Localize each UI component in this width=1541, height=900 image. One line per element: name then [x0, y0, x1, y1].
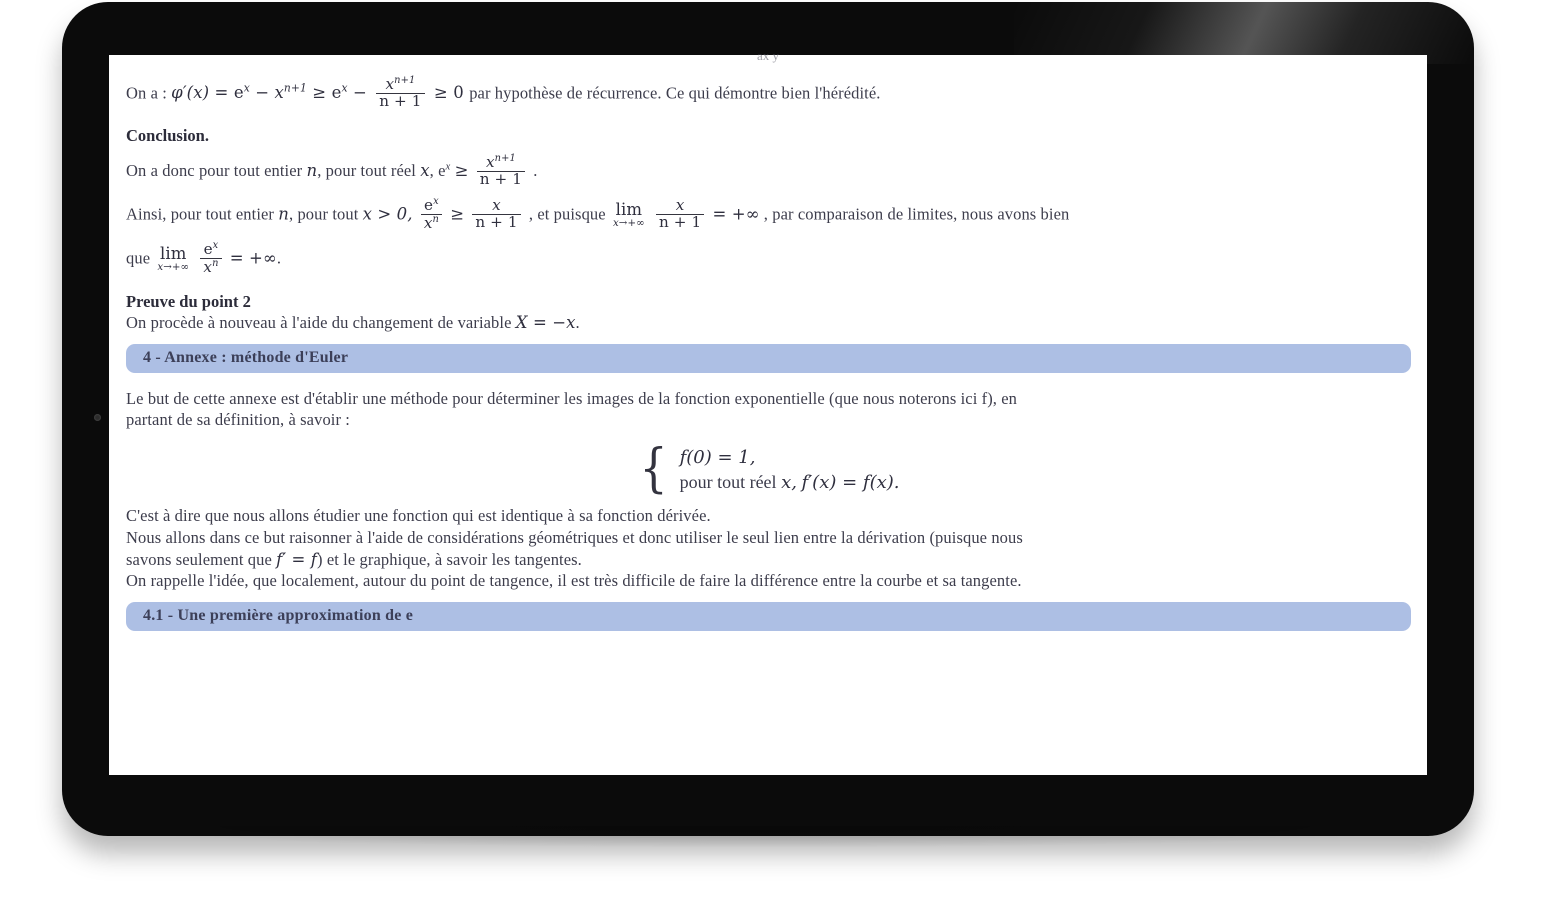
heredite-prefix: On a :	[126, 83, 167, 103]
annexe-body-line-3-math: f′ = f	[276, 549, 318, 569]
system-brace-group	[637, 439, 900, 500]
conclusion-2-t4: , et puisque	[528, 204, 606, 224]
conclusion-line-2	[126, 195, 1411, 233]
exp-e-2: e	[331, 83, 342, 103]
exp-e-power: x	[243, 81, 250, 95]
conclusion-3-frac-den-power: n	[212, 257, 219, 269]
spacer-after-section4	[126, 373, 1411, 388]
tablet-screen	[109, 48, 1427, 775]
conclusion-3-frac-den	[200, 258, 221, 276]
tablet-device-frame	[62, 2, 1474, 836]
conclusion-2-t5: , par comparaison de limites, nous avons bien	[763, 204, 1070, 224]
conclusion-1-fraction	[477, 154, 525, 188]
conclusion-2-fraction-1	[421, 197, 442, 232]
spacer-conclusion-2-3	[126, 233, 1411, 242]
fraction-numerator	[376, 76, 424, 93]
annexe-body-line-2: Nous allons dans ce but raisonner à l'aide de considérations géométriques et donc utiliser le seul lien entre la dérivation (puisque nous	[126, 527, 1023, 547]
system-line-2-x: x,	[781, 472, 797, 494]
conclusion-2-equals-infinity: = +∞	[712, 204, 760, 224]
exp-e: e	[233, 83, 244, 103]
conclusion-heading: Conclusion.	[126, 125, 209, 145]
conclusion-1-text-e: , e	[429, 160, 446, 180]
conclusion-2-t1: Ainsi, pour tout entier	[126, 204, 275, 224]
conclusion-3-limit-op: lim	[160, 244, 187, 263]
conclusion-3-end: .	[276, 248, 282, 268]
preuve-heading: Preuve du point 2	[126, 291, 251, 311]
conclusion-2-frac1-den-power: n	[432, 213, 439, 225]
heredite-paragraph	[126, 77, 1411, 111]
fraction-numerator-power: n+1	[394, 75, 416, 86]
conclusion-3-limit	[157, 246, 189, 273]
conclusion-2-frac1-den-base: x	[423, 213, 433, 232]
system-line-2-before: pour tout réel	[679, 472, 777, 493]
conclusion-2-n: n	[278, 204, 289, 224]
conclusion-1-num-power: n+1	[494, 152, 516, 164]
conclusion-1-n: n	[306, 160, 318, 180]
system-line-2	[680, 470, 900, 495]
conclusion-1-fraction-numerator	[477, 154, 525, 171]
conclusion-line-3	[126, 239, 1411, 277]
conclusion-3-frac-den-base: x	[203, 257, 213, 276]
zero-value: 0	[453, 83, 464, 103]
annexe-intro-line-2: partant de sa définition, à savoir :	[126, 410, 350, 430]
conclusion-3-frac-num	[200, 241, 221, 258]
conclusion-2-frac2-den: n + 1	[472, 214, 520, 231]
conclusion-3-frac-num-base: e	[203, 239, 213, 258]
conclusion-1-fraction-denominator: n + 1	[477, 171, 525, 188]
annexe-body-line-1: C'est à dire que nous allons étudier une fonction qui est identique à sa fonction dérivée.	[126, 506, 711, 526]
conclusion-2-geq: ≥	[450, 204, 465, 224]
heredite-formula	[171, 75, 469, 110]
conclusion-1-e-power: x	[445, 160, 451, 173]
conclusion-2-frac1-den	[421, 214, 442, 232]
conclusion-2-frac1-num	[421, 197, 442, 214]
geq-sign-2: ≥	[433, 83, 448, 103]
conclusion-1-end: .	[533, 160, 538, 180]
conclusion-1-text-mid: , pour tout réel	[317, 160, 416, 180]
conclusion-3-equals-infinity: = +∞	[229, 248, 277, 268]
conclusion-2-fraction-3	[656, 195, 704, 231]
geq-sign-1: ≥	[312, 83, 327, 103]
conclusion-3-fraction	[200, 241, 221, 276]
minus-sign-2: −	[352, 83, 367, 103]
conclusion-1-num-base: x	[485, 153, 495, 171]
conclusion-3-frac-num-power: x	[212, 239, 219, 251]
spacer-after-conclusion-heading	[126, 146, 1411, 155]
spacer-conclusion-1-2	[126, 189, 1411, 198]
clipped-header-text: ax y	[756, 48, 780, 63]
exp-e-2-power: x	[341, 81, 348, 95]
front-camera-icon	[94, 414, 101, 421]
system-equation-block	[126, 439, 1411, 500]
conclusion-2-limit	[613, 202, 645, 229]
conclusion-1-x: x	[420, 160, 430, 180]
conclusion-1-geq: ≥	[454, 160, 469, 180]
conclusion-2-frac1-num-base: e	[424, 195, 434, 214]
preuve-formula: X = −x	[515, 312, 576, 332]
annexe-body-line-3-before: savons seulement que	[126, 549, 272, 569]
conclusion-2-frac3-num: x	[675, 195, 685, 214]
annexe-body-line-4: On rappelle l'idée, que localement, autour du point de tangence, il est très difficile de faire la différence entre la courbe et sa tangente.	[126, 571, 1022, 591]
x-term-power: n+1	[283, 81, 307, 95]
conclusion-2-t3: x > 0,	[362, 204, 413, 224]
spacer-after-heredite	[126, 111, 1411, 126]
conclusion-line-1	[126, 152, 1411, 189]
system-lines	[680, 445, 900, 495]
preuve-text: On procède à nouveau à l'aide du changement de variable	[126, 312, 512, 332]
phi-prime: φ′(x)	[171, 83, 210, 103]
minus-sign: −	[255, 83, 270, 103]
fraction-numerator-base: x	[385, 75, 395, 94]
conclusion-2-limit-op: lim	[615, 200, 643, 219]
conclusion-2-fraction-2	[472, 195, 520, 231]
section-heading-4-1[interactable]: 4.1 - Une première approximation de e	[126, 602, 1411, 631]
section-heading-4[interactable]: 4 - Annexe : méthode d'Euler	[126, 344, 1411, 373]
conclusion-2-frac1-num-power: x	[433, 195, 439, 207]
annexe-body-line-3	[126, 549, 1411, 571]
x-term: x	[274, 83, 284, 103]
conclusion-2-frac3-den: n + 1	[656, 214, 704, 231]
conclusion-2-frac2-num: x	[492, 195, 501, 214]
left-brace-icon: {	[639, 439, 669, 500]
conclusion-2-limit-sub: x→+∞	[612, 217, 645, 229]
conclusion-1-text-before: On a donc pour tout entier	[126, 160, 303, 180]
system-line-2-after: f′(x) = f(x).	[801, 472, 900, 494]
equals-sign: =	[214, 83, 229, 103]
heredite-suffix: par hypothèse de récurrence. Ce qui démontre bien l'hérédité.	[469, 83, 881, 103]
fraction-xn1-over-n1	[376, 76, 424, 110]
annexe-intro-line-1: Le but de cette annexe est d'établir une méthode pour déterminer les images de la fonction exponentielle (que nous noterons ici f), en	[126, 388, 1018, 408]
system-line-1: f(0) = 1,	[679, 447, 756, 469]
fraction-denominator: n + 1	[376, 93, 424, 110]
spacer-before-preuve	[126, 277, 1411, 292]
conclusion-3-t1: que	[126, 248, 151, 268]
preuve-end: .	[575, 312, 580, 332]
annexe-body-line-3-after: ) et le graphique, à savoir les tangentes.	[317, 549, 582, 569]
preuve-paragraph	[126, 312, 1411, 334]
conclusion-2-t2: , pour tout	[289, 204, 359, 224]
conclusion-3-limit-sub: x→+∞	[157, 261, 190, 273]
document-page	[109, 48, 1427, 775]
